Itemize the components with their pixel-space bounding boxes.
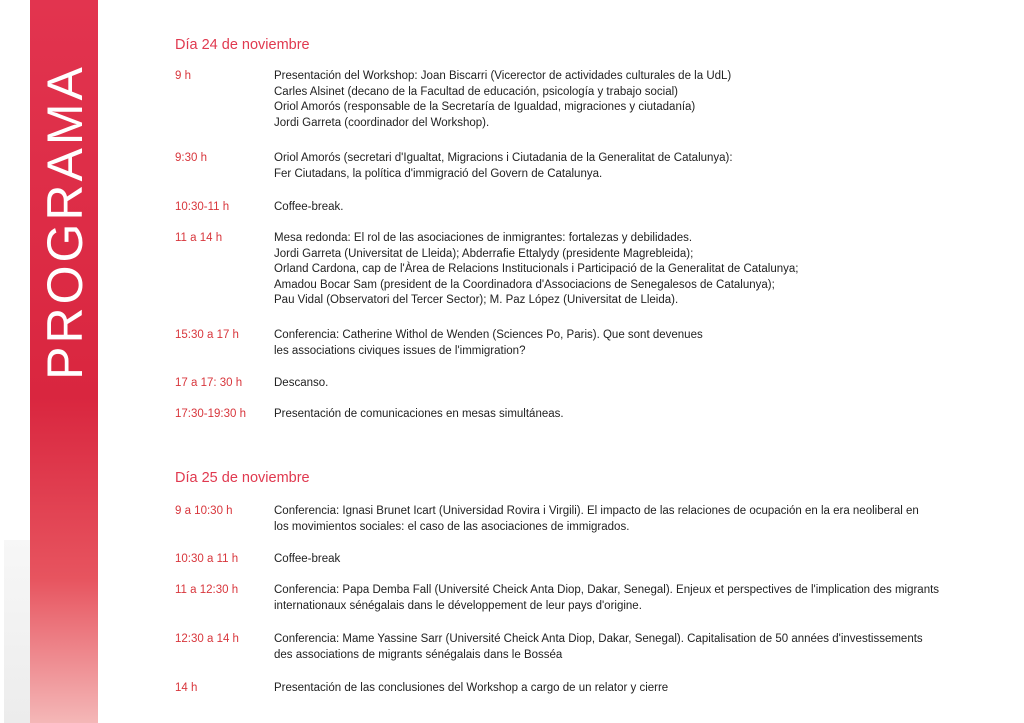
session-description <box>274 328 1005 359</box>
day-heading-25: Día 25 de noviembre <box>175 470 310 486</box>
session-line: internationaux sénégalais dans le développement de leur pays d'origine. <box>274 599 642 612</box>
session-line: Conferencia: Mame Yassine Sarr (Université Cheick Anta Diop, Dakar, Senegal). Capitalisation de 50 années d'investissements <box>274 633 923 645</box>
session-time: 10:30 a 11 h <box>175 553 239 565</box>
session-description <box>274 200 1005 216</box>
session-line: Mesa redonda: El rol de las asociaciones de inmigrantes: fortalezas y debilidades. <box>274 232 693 244</box>
session-line: Jordi Garreta (coordinador del Workshop). <box>274 116 490 129</box>
session-line: Conferencia: Catherine Withol de Wenden (Sciences Po, Paris). Que sont devenues <box>274 329 703 341</box>
session-line: Amadou Bocar Sam (president de la Coordinadora d'Associacions de Senegalesos de Catalunya); <box>274 278 775 291</box>
session-description <box>274 376 1005 392</box>
ghost-stripe <box>4 540 30 723</box>
session-time: 11 a 14 h <box>175 232 223 244</box>
session-line: Coffee-break. <box>274 201 344 213</box>
session-time: 12:30 a 14 h <box>175 633 239 645</box>
session-time: 10:30-11 h <box>175 201 230 213</box>
session-line: les associations civiques issues de l'immigration? <box>274 344 526 357</box>
session-time: 17:30-19:30 h <box>175 408 246 420</box>
session-time: 11 a 12:30 h <box>175 584 239 596</box>
session-description <box>274 69 1005 131</box>
day-heading-24: Día 24 de noviembre <box>175 37 310 53</box>
session-description <box>274 552 1005 568</box>
session-line: Conferencia: Ignasi Brunet Icart (Universidad Rovira i Virgili). El impacto de las relaciones de ocupación en la era neoliberal en <box>274 505 919 517</box>
session-description <box>274 632 1005 663</box>
session-line: Oriol Amorós (secretari d'Igualtat, Migracions i Ciutadania de la Generalitat de Catalunya): <box>274 152 733 164</box>
session-description <box>274 151 1005 182</box>
session-description <box>274 407 1005 423</box>
sidebar-banner <box>30 0 98 723</box>
session-description <box>274 231 1005 309</box>
session-line: Oriol Amorós (responsable de la Secretaría de Igualdad, migraciones y ciutadanía) <box>274 101 696 113</box>
session-line: Conferencia: Papa Demba Fall (Université Cheick Anta Diop, Dakar, Senegal). Enjeux et perspectives de l'implication des migrants <box>274 584 940 596</box>
session-time: 14 h <box>175 682 198 694</box>
session-line: Presentación de comunicaciones en mesas simultáneas. <box>274 408 564 420</box>
sidebar-title: PROGRAMA <box>37 64 93 380</box>
session-line: Orland Cardona, cap de l'Àrea de Relacions Institucionals i Participació de la Generalitat de Catalunya; <box>274 263 799 275</box>
session-time: 15:30 a 17 h <box>175 329 239 341</box>
session-description <box>274 681 1005 697</box>
session-line: Descanso. <box>274 377 329 389</box>
session-line: Carles Alsinet (decano de la Facultad de educación, psicología y trabajo social) <box>274 85 679 98</box>
session-line: Fer Ciutadans, la política d'immigració del Govern de Catalunya. <box>274 167 603 180</box>
session-line: los movimientos sociales: el caso de las asociaciones de immigrados. <box>274 520 630 533</box>
session-line: Presentación del Workshop: Joan Biscarri (Vicerector de actividades culturales de la UdL) <box>274 70 732 82</box>
session-time: 9:30 h <box>175 152 207 164</box>
session-description <box>274 583 1005 614</box>
session-time: 9 a 10:30 h <box>175 505 233 517</box>
session-time: 17 a 17: 30 h <box>175 377 243 389</box>
session-line: Coffee-break <box>274 553 341 565</box>
session-description <box>274 504 1005 535</box>
session-line: Pau Vidal (Observatori del Tercer Sector); M. Paz López (Universitat de Lleida). <box>274 294 679 306</box>
session-line: des associations de migrants sénégalais dans le Bosséa <box>274 648 563 661</box>
session-line: Presentación de las conclusiones del Workshop a cargo de un relator y cierre <box>274 682 669 694</box>
session-time: 9 h <box>175 70 191 82</box>
session-line: Jordi Garreta (Universitat de Lleida); Abderrafie Ettalydy (presidente Magrebleida); <box>274 247 694 260</box>
